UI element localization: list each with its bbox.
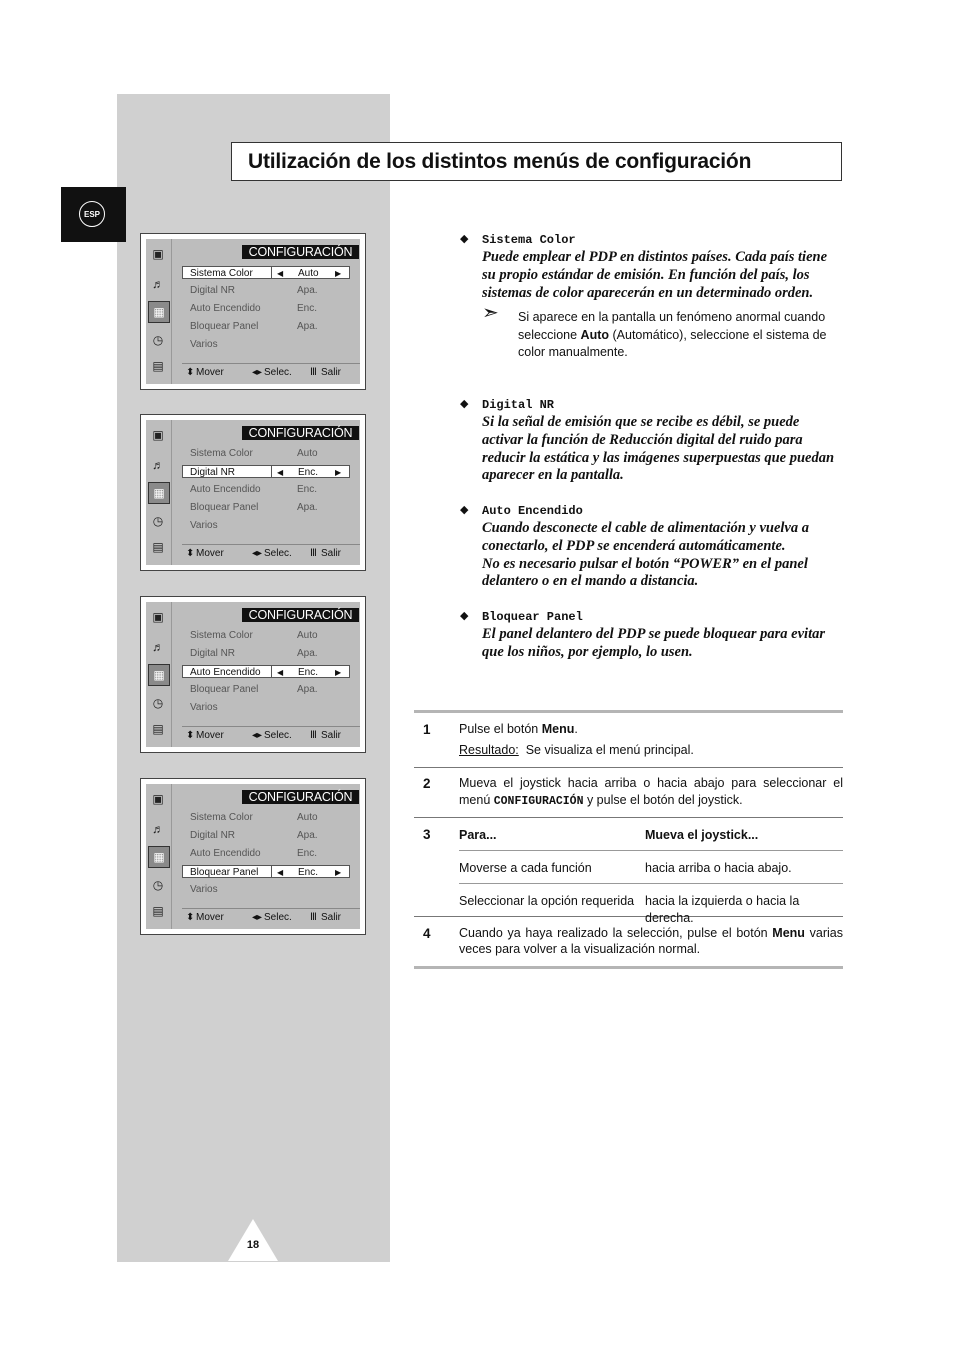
section-bloquear-panel: [460, 610, 844, 662]
menu-row: Auto Encendido Enc.: [190, 484, 318, 495]
title-box: [231, 142, 842, 181]
step-number: 3: [423, 827, 431, 842]
diamond-bullet-icon: ◆: [460, 503, 469, 516]
menu-icon-column: [146, 784, 172, 929]
step-2: 2 Mueva el joystick hacia arriba o hacia abajo para seleccionar el menú CONFIGURACIÓN y pulse el botón del joystick.: [423, 776, 843, 808]
menu-header: CONFIGURACIÓN: [242, 608, 359, 622]
result-label: Resultado:: [459, 743, 519, 757]
section-sistema-color: [460, 233, 844, 362]
menu-footer: ⬍ Mover ◂▸ Selec. Ⅲ Salir: [182, 908, 360, 924]
note: ➣ Si aparece en la pantalla un fenómeno anormal cuando seleccione Auto (Automático), seleccione el sistema de color manualmente.: [482, 302, 827, 360]
menu-row: Digital NR Apa.: [190, 285, 318, 296]
menu-row: Auto Encendido Enc.: [190, 303, 318, 314]
left-right-icon: ◂▸: [252, 730, 263, 741]
menu-footer: ⬍ Mover ◂▸ Selec. Ⅲ Salir: [182, 726, 360, 742]
section-digital-nr: [460, 398, 844, 485]
menu-row: Digital NR Apa.: [190, 648, 318, 659]
menu-row: Sistema Color Auto: [190, 630, 318, 641]
screen-display: [146, 784, 360, 929]
menu-row: Digital NR Apa.: [190, 830, 318, 841]
arrow-right-icon: ▶: [335, 468, 342, 477]
menu-row: Sistema Color Auto: [190, 812, 318, 823]
up-down-icon: ⬍: [186, 367, 195, 378]
menu-row: Bloquear Panel ◀ ▶ Enc.: [182, 865, 350, 878]
setup-icon: ▦: [148, 664, 170, 686]
menu-icon-column: [146, 602, 172, 747]
menu-row: Sistema Color Auto: [190, 448, 318, 459]
section-auto-encendido: [460, 504, 844, 591]
menu-screen: [140, 414, 366, 571]
left-right-icon: ◂▸: [252, 548, 263, 559]
tv-picture-icon: ▣: [152, 428, 164, 442]
menu-row: Varios: [190, 702, 218, 713]
setup-icon: ▦: [148, 482, 170, 504]
step-3: [414, 818, 843, 925]
exit-icon: Ⅲ: [310, 367, 317, 378]
menu-row: Varios: [190, 339, 218, 350]
diamond-bullet-icon: ◆: [460, 397, 469, 410]
screen-display: [146, 239, 360, 384]
step-4: 4 Cuando ya haya realizado la selección, pulse el botón Menu varias veces para volver a la visualización normal.: [423, 926, 843, 956]
menu-row: Sistema Color ◀ ▶ Auto: [182, 266, 350, 279]
menu-icon-column: [146, 420, 172, 565]
sound-icon: ♬: [152, 822, 164, 836]
diamond-bullet-icon: ◆: [460, 609, 469, 622]
menu-header: CONFIGURACIÓN: [242, 426, 359, 440]
menu-screen: [140, 778, 366, 935]
menu-screen: [140, 233, 366, 390]
arrow-left-icon: ◀: [277, 468, 284, 477]
menu-row: Auto Encendido ◀ ▶ Enc.: [182, 665, 350, 678]
up-down-icon: ⬍: [186, 730, 195, 741]
exit-icon: Ⅲ: [310, 730, 317, 741]
menu-icon-column: [146, 239, 172, 384]
tv-picture-icon: ▣: [152, 610, 164, 624]
pip-icon: ▤: [152, 722, 164, 736]
diamond-bullet-icon: ◆: [460, 232, 469, 245]
tv-picture-icon: ▣: [152, 792, 164, 806]
exit-icon: Ⅲ: [310, 912, 317, 923]
sound-icon: ♬: [152, 277, 164, 291]
sound-icon: ♬: [152, 640, 164, 654]
section-heading: Auto Encendido: [482, 504, 583, 518]
page-title: Utilización de los distintos menús de configuración: [248, 150, 752, 173]
exit-icon: Ⅲ: [310, 548, 317, 559]
left-right-icon: ◂▸: [252, 367, 263, 378]
menu-header: CONFIGURACIÓN: [242, 790, 359, 804]
arrow-right-icon: ▶: [335, 269, 342, 278]
menu-row: Bloquear Panel Apa.: [190, 502, 318, 513]
menu-row: Digital NR ◀ ▶ Enc.: [182, 465, 350, 478]
section-body: Puede emplear el PDP en distintos países. Cada país tiene su propio estándar de emisión. En función del país, los sistemas de color aparecerán en un determinado orden.: [482, 249, 828, 301]
step-3-header-row: Para... Mueva el joystick...: [459, 828, 759, 842]
arrow-left-icon: ◀: [277, 868, 284, 877]
section-body: Cuando desconecte el cable de alimentación y vuelva a conectarlo, el PDP se encenderá automáticamente.: [482, 520, 809, 554]
menu-footer: ⬍ Mover ◂▸ Selec. Ⅲ Salir: [182, 363, 360, 379]
screen-display: [146, 420, 360, 565]
tv-picture-icon: ▣: [152, 247, 164, 261]
step-1: 1 Pulse el botón Menu. Resultado: Se visualiza el menú principal.: [423, 722, 694, 757]
setup-icon: ▦: [148, 301, 170, 323]
left-right-icon: ◂▸: [252, 912, 263, 923]
arrow-right-icon: ▶: [335, 668, 342, 677]
up-down-icon: ⬍: [186, 548, 195, 559]
pip-icon: ▤: [152, 359, 164, 373]
section-heading: Digital NR: [482, 398, 555, 412]
arrow-left-icon: ◀: [277, 269, 284, 278]
clock-icon: ◷: [152, 878, 164, 892]
menu-header: CONFIGURACIÓN: [242, 245, 359, 259]
step-3-row: Seleccionar la opción requerida hacia la izquierda o hacia la derecha.: [459, 894, 800, 925]
steps-table: [414, 710, 843, 969]
menu-row: Varios: [190, 884, 218, 895]
step-number: 4: [423, 926, 431, 941]
menu-row: Bloquear Panel Apa.: [190, 321, 318, 332]
note-arrow-icon: ➣: [482, 302, 499, 325]
step-3-row: Moverse a cada función hacia arriba o hacia abajo.: [459, 861, 792, 875]
section-body: El panel delantero del PDP se puede bloquear para evitar que los niños, por ejemplo, lo usen.: [482, 626, 826, 660]
menu-footer: ⬍ Mover ◂▸ Selec. Ⅲ Salir: [182, 544, 360, 560]
screen-display: [146, 602, 360, 747]
clock-icon: ◷: [152, 696, 164, 710]
menu-screen: [140, 596, 366, 753]
clock-icon: ◷: [152, 514, 164, 528]
menu-row: Bloquear Panel Apa.: [190, 684, 318, 695]
section-body: Si la señal de emisión que se recibe es débil, se puede activar la función de Reducción digital del ruido para reducir la estática y las imágenes superpuestas que puedan aparecer en la pantalla.: [482, 414, 835, 484]
pip-icon: ▤: [152, 540, 164, 554]
language-tab: [61, 187, 126, 242]
language-badge: ESP: [79, 201, 105, 227]
arrow-right-icon: ▶: [335, 868, 342, 877]
step-number: 1: [423, 722, 431, 737]
setup-icon: ▦: [148, 846, 170, 868]
step-number: 2: [423, 776, 431, 791]
clock-icon: ◷: [152, 333, 164, 347]
menu-row: Varios: [190, 520, 218, 531]
arrow-left-icon: ◀: [277, 668, 284, 677]
section-heading: Bloquear Panel: [482, 610, 583, 624]
up-down-icon: ⬍: [186, 912, 195, 923]
pip-icon: ▤: [152, 904, 164, 918]
section-heading: Sistema Color: [482, 233, 576, 247]
section-body-2: No es necesario pulsar el botón “POWER” en el panel delantero o en el mando a distancia.: [482, 555, 808, 590]
page-number: 18: [246, 1239, 260, 1251]
menu-row: Auto Encendido Enc.: [190, 848, 318, 859]
sound-icon: ♬: [152, 458, 164, 472]
